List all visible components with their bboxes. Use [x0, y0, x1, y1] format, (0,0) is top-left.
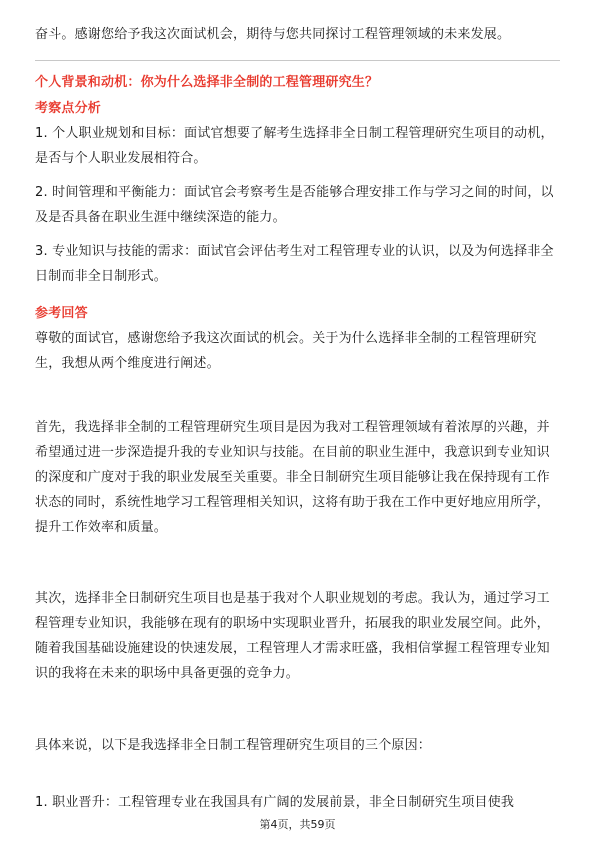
analysis-point-3: 3. 专业知识与技能的需求：面试官会评估考生对工程管理专业的认识，以及为何选择非全日制而非全日制形式。	[35, 244, 554, 284]
page-number: 第4页，共59页	[259, 818, 336, 831]
answer-paragraph-4: 具体来说，以下是我选择非全日制工程管理研究生项目的三个原因：	[35, 738, 432, 753]
answer-paragraph-1: 尊敬的面试官，感谢您给予我这次面试的机会。关于为什么选择非全制的工程管理研究生，我想从两个维度进行阐述。	[35, 331, 537, 371]
question-title: 个人背景和动机：你为什么选择非全制的工程管理研究生？	[35, 75, 379, 90]
analysis-heading: 考察点分析	[35, 101, 102, 116]
answer-paragraph-3: 其次，选择非全日制研究生项目也是基于我对个人职业规划的考虑。我认为，通过学习工程管理专业知识，我能够在现有的职场中实现职业晋升，拓展我的职业发展空间。此外，随着我国基础设施建设的快速发展，工程管理人才需求旺盛，我相信掌握工程管理专业知识的我将在未来的职场中具备更强的竞争力。	[35, 591, 550, 681]
section-divider	[35, 60, 560, 61]
answer-paragraph-5: 1. 职业晋升：工程管理专业在我国具有广阔的发展前景，非全日制研究生项目使我	[35, 795, 515, 810]
analysis-point-1: 1. 个人职业规划和目标：面试官想要了解考生选择非全日制工程管理研究生项目的动机，是否与个人职业发展相符合。	[35, 126, 554, 166]
previous-answer-ending: 奋斗。感谢您给予我这次面试机会，期待与您共同探讨工程管理领域的未来发展。	[35, 27, 511, 42]
answer-paragraph-2: 首先，我选择非全制的工程管理研究生项目是因为我对工程管理领域有着浓厚的兴趣，并希望通过进一步深造提升我的专业知识与技能。在目前的职业生涯中，我意识到专业知识的深度和广度对于我的职业发展至关重要。非全日制研究生项目能够让我在保持现有工作状态的同时，系统性地学习工程管理相关知识，这将有助于我在工作中更好地应用所学，提升工作效率和质量。	[35, 420, 550, 535]
answer-heading: 参考回答	[35, 306, 88, 321]
analysis-point-2: 2. 时间管理和平衡能力：面试官会考察考生是否能够合理安排工作与学习之间的时间，以及是否具备在职业生涯中继续深造的能力。	[35, 185, 554, 225]
